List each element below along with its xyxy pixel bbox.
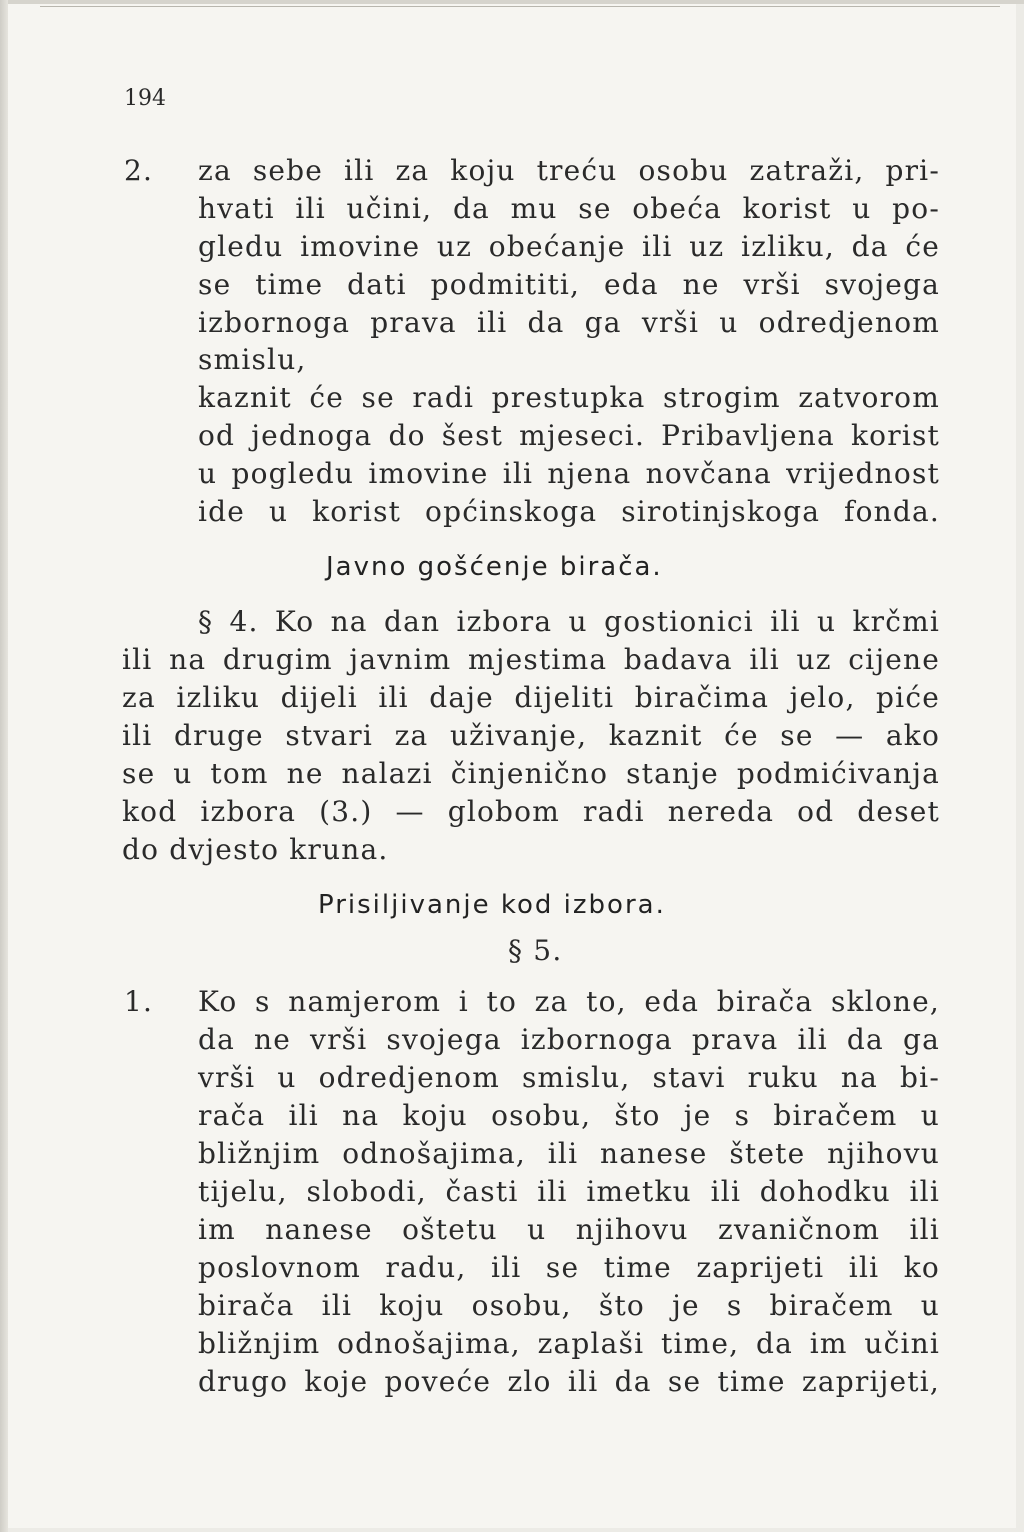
text-line: § 4. Ko na dan izbora u gostionici ili u krčmi [198,605,940,638]
item-marker: 1. [124,985,154,1018]
text-line: ili druge stvari za uživanje, kaznit će se — ako [122,719,940,752]
text-line: se time dati podmititi, eda ne vrši svojega [198,268,940,301]
text-line: im nanese oštetu u njihovu zvaničnom ili [198,1213,940,1246]
text-line: Ko s namjerom i to za to, eda birača sklone, [198,985,940,1018]
page-number: 194 [124,86,166,111]
text-line: birača ili koju osobu, što je s biračem u [198,1289,940,1322]
text-line: u pogledu imovine ili njena novčana vrijednost [198,457,940,490]
text-line: ide u korist općinskoga sirotinjskoga fonda. [198,495,940,528]
top-rule [40,6,1000,7]
page-binding-edge [0,0,8,1532]
text-line: da ne vrši svojega izbornoga prava ili da ga [198,1023,940,1056]
text-line: tijelu, slobodi, časti ili imetku ili dohodku ili [198,1175,940,1208]
text-line: se u tom ne nalazi činjenično stanje podmićivanja [122,757,940,790]
text-line: od jednoga do šest mjeseci. Pribavljena korist [198,419,940,452]
text-line: bližnjim odnošajima, ili nanese štete njihovu [198,1137,940,1170]
text-line: kaznit će se radi prestupka strogim zatvorom [198,381,940,414]
paragraph-mark: § 5. [508,934,563,967]
text-line: izbornoga prava ili da ga vrši u odredjenom [198,306,940,339]
text-line: za sebe ili za koju treću osobu zatraži, pri- [198,154,940,187]
text-line: vrši u odredjenom smislu, stavi ruku na bi- [198,1061,940,1094]
section-heading: Prisiljivanje kod izbora. [318,890,666,920]
text-line: poslovnom radu, ili se time zaprijeti ili ko [198,1251,940,1284]
section-heading: Javno gošćenje birača. [326,552,663,582]
text-line: hvati ili učini, da mu se obeća korist u po- [198,192,940,225]
text-line: kod izbora (3.) — globom radi nereda od deset [122,795,940,828]
text-line: rača ili na koju osobu, što je s biračem u [198,1099,940,1132]
text-line: za izliku dijeli ili daje dijeliti biračima jelo, piće [122,681,940,714]
text-line: smislu, [198,343,307,376]
text-line: drugo koje poveće zlo ili da se time zaprijeti, [198,1365,940,1398]
text-line: gledu imovine uz obećanje ili uz izliku, da će [198,230,940,263]
text-line: ili na drugim javnim mjestima badava ili uz cijene [122,643,940,676]
item-marker: 2. [124,154,154,187]
text-line: bližnjim odnošajima, zaplaši time, da im učini [198,1327,940,1360]
text-line: do dvjesto kruna. [122,833,389,866]
